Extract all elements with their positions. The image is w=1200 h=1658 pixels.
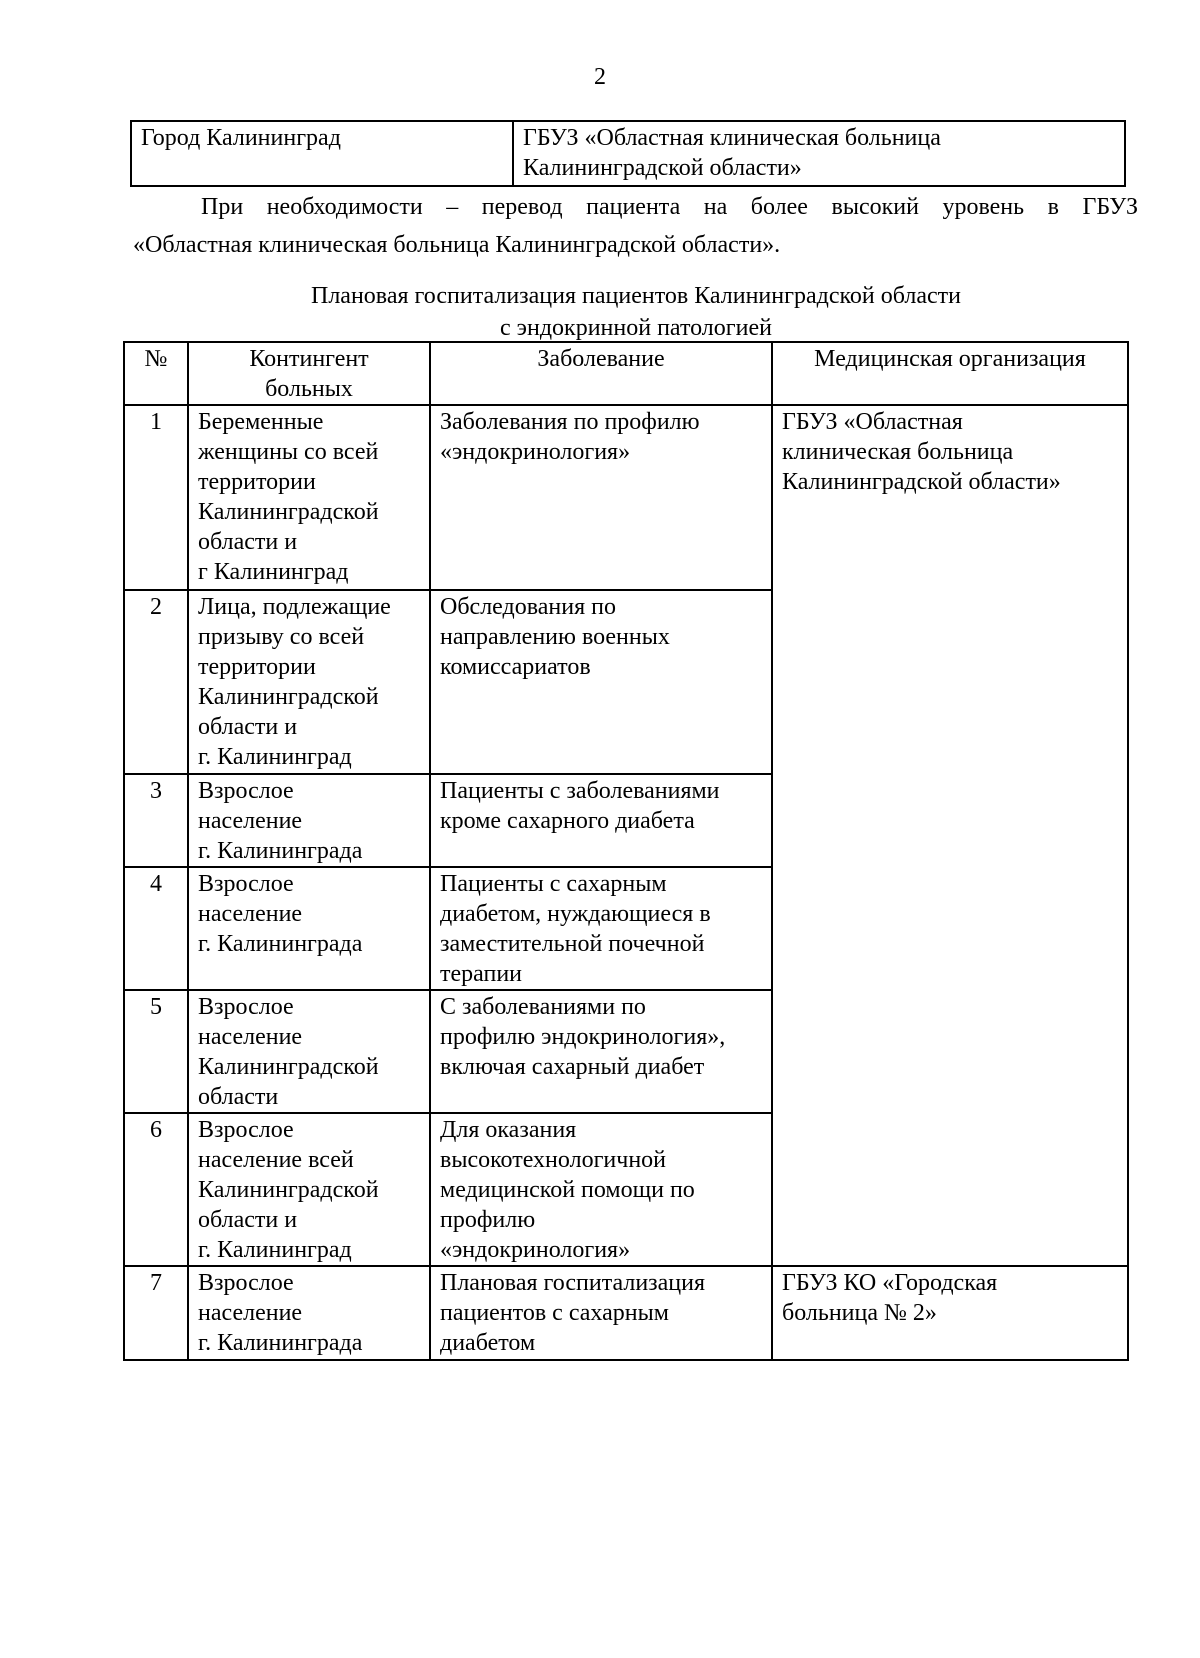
header-no: № — [124, 342, 188, 405]
table-row — [131, 121, 1125, 186]
hospitalization-table — [123, 341, 1129, 1361]
section-title-line: с эндокринной патологией — [500, 315, 772, 341]
transfer-note — [133, 188, 1138, 264]
disease-cell: Обследования по направлению военных комиссариатов — [430, 590, 772, 774]
contingent-cell: Взрослое население г. Калининграда — [188, 774, 430, 867]
transfer-note-line: При необходимости – перевод пациента на более высокий уровень в ГБУЗ — [201, 194, 1138, 220]
city-table — [130, 120, 1126, 187]
row-number: 7 — [124, 1266, 188, 1360]
header-contingent: Контингент больных — [188, 342, 430, 405]
row-number: 4 — [124, 867, 188, 990]
organization-cell: ГБУЗ «Областная клиническая больница Калининградской области» — [772, 405, 1128, 1266]
row-number: 6 — [124, 1113, 188, 1266]
contingent-cell: Взрослое население Калининградской области — [188, 990, 430, 1113]
page-number: 2 — [594, 64, 606, 90]
contingent-cell: Беременные женщины со всей территории Калининградской области и г Калининград — [188, 405, 430, 590]
header-organization: Медицинская организация — [772, 342, 1128, 405]
table-row — [124, 1266, 1128, 1360]
row-number: 1 — [124, 405, 188, 590]
city-cell: Город Калининград — [131, 121, 513, 186]
disease-cell: Пациенты с сахарным диабетом, нуждающиеся в заместительной почечной терапии — [430, 867, 772, 990]
table-row — [124, 405, 1128, 590]
row-number: 2 — [124, 590, 188, 774]
section-title — [0, 280, 1200, 344]
row-number: 5 — [124, 990, 188, 1113]
contingent-cell: Взрослое население всей Калининградской области и г. Калининград — [188, 1113, 430, 1266]
header-disease: Заболевание — [430, 342, 772, 405]
disease-cell: Пациенты с заболеваниями кроме сахарного диабета — [430, 774, 772, 867]
row-number: 3 — [124, 774, 188, 867]
section-title-line: Плановая госпитализация пациентов Калининградской области — [311, 283, 961, 309]
disease-cell: С заболеваниями по профилю эндокринология», включая сахарный диабет — [430, 990, 772, 1113]
table-header-row — [124, 342, 1128, 405]
contingent-cell: Лица, подлежащие призыву со всей территории Калининградской области и г. Калининград — [188, 590, 430, 774]
organization-cell: ГБУЗ «Областная клиническая больница Калининградской области» — [513, 121, 1125, 186]
organization-cell: ГБУЗ КО «Городская больница № 2» — [772, 1266, 1128, 1360]
disease-cell: Для оказания высокотехнологичной медицинской помощи по профилю «эндокринология» — [430, 1113, 772, 1266]
disease-cell: Плановая госпитализация пациентов с сахарным диабетом — [430, 1266, 772, 1360]
disease-cell: Заболевания по профилю «эндокринология» — [430, 405, 772, 590]
transfer-note-line: «Областная клиническая больница Калининградской области». — [133, 232, 781, 258]
contingent-cell: Взрослое население г. Калининграда — [188, 867, 430, 990]
contingent-cell: Взрослое население г. Калининграда — [188, 1266, 430, 1360]
